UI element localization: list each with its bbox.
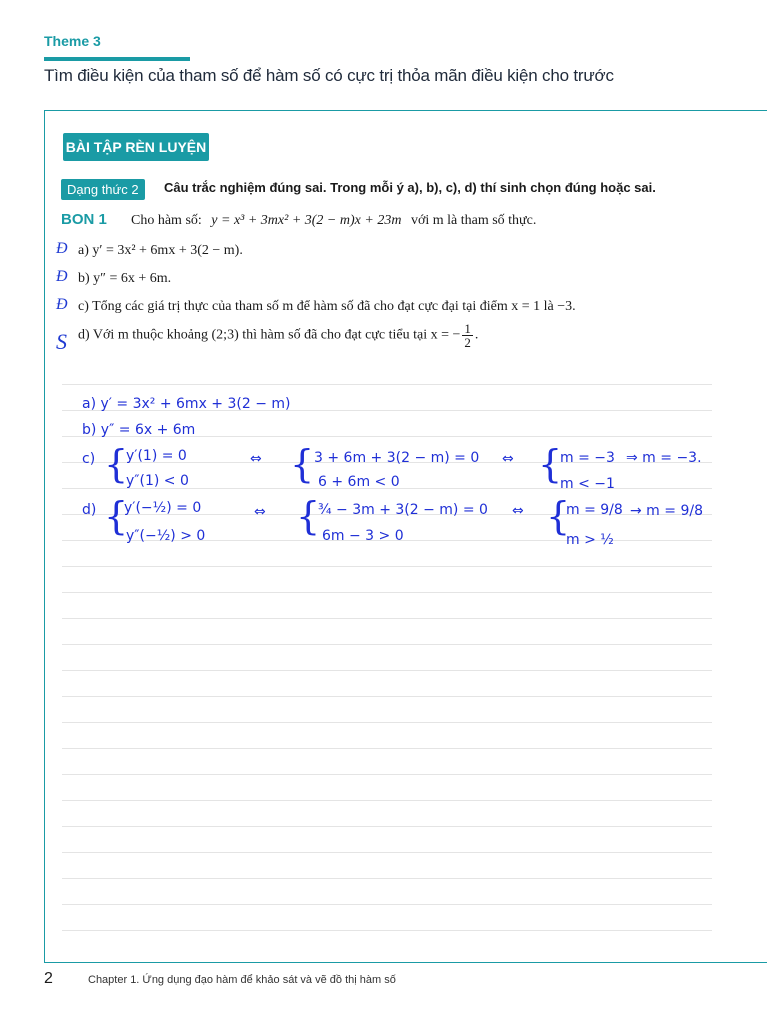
problem-suffix: với m là tham số thực. (410, 213, 537, 228)
chapter-footer: Chapter 1. Ứng dụng đạo hàm để khảo sát và vẽ đồ thị hàm số (88, 974, 396, 986)
handwritten-answer-a: a) y′ = 3x² + 6mx + 3(2 − m) (82, 396, 291, 412)
handwritten-d-sys3-line2: m > ½ (566, 532, 614, 548)
statement-d-fraction (462, 322, 473, 349)
handwritten-c-sys1-line1: y′(1) = 0 (126, 448, 187, 464)
handwritten-c-equivalence-1: ⇔ (250, 451, 262, 467)
handwritten-d-equivalence-2: ⇔ (512, 503, 524, 519)
handwritten-label-d: d) (82, 502, 97, 518)
ruled-line (62, 774, 712, 775)
ruled-line (62, 670, 712, 671)
statement-b: b) y″ = 6x + 6m. (78, 271, 172, 286)
system-brace: { (104, 494, 129, 538)
answer-mark-a: Đ (56, 240, 68, 257)
handwritten-c-equivalence-2: ⇔ (502, 451, 514, 467)
ruled-line (62, 930, 712, 931)
handwritten-c-result: ⇒ m = −3. (626, 450, 702, 466)
system-brace: { (538, 442, 563, 486)
handwritten-d-sys1-line2: y″(−½) > 0 (126, 528, 206, 544)
ruled-line (62, 826, 712, 827)
handwritten-d-sys2-line2: 6m − 3 > 0 (322, 528, 404, 544)
statement-a: a) y′ = 3x² + 6mx + 3(2 − m). (78, 243, 243, 258)
page-number: 2 (44, 970, 53, 987)
problem-statement (131, 213, 536, 229)
page-title: Tìm điều kiện của tham số để hàm số có cực trị thỏa mãn điều kiện cho trước (44, 66, 614, 85)
problem-intro: Cho hàm số: (131, 213, 202, 228)
handwritten-d-equivalence-1: ⇔ (254, 504, 266, 520)
section-badge: BÀI TẬP RÈN LUYỆN (63, 133, 209, 161)
fraction-numerator: 1 (464, 321, 471, 336)
handwritten-d-sys3-line1: m = 9/8 (566, 502, 623, 518)
system-brace: { (104, 442, 129, 486)
handwritten-c-sys3-line1: m = −3 (560, 450, 615, 466)
handwritten-answer-b: b) y″ = 6x + 6m (82, 422, 196, 438)
handwritten-d-sys2-line1: ¾ − 3m + 3(2 − m) = 0 (318, 502, 488, 518)
theme-label: Theme 3 (44, 33, 101, 49)
ruled-line (62, 878, 712, 879)
answer-mark-c: Đ (56, 296, 68, 313)
answer-mark-d: S (56, 329, 67, 354)
question-type-description: Câu trắc nghiệm đúng sai. Trong mỗi ý a), b), c), d) thí sinh chọn đúng hoặc sai. (164, 180, 656, 195)
ruled-line (62, 384, 712, 385)
question-type-tag: Dạng thức 2 (61, 179, 145, 200)
problem-formula: y = x³ + 3mx² + 3(2 − m)x + 23m (211, 213, 402, 228)
statement-c: c) Tổng các giá trị thực của tham số m để hàm số đã cho đạt cực đại tại điểm x = 1 là −3. (78, 299, 576, 314)
ruled-line (62, 618, 712, 619)
ruled-line (62, 644, 712, 645)
ruled-line (62, 748, 712, 749)
handwritten-c-sys3-line2: m < −1 (560, 476, 615, 492)
system-brace: { (290, 442, 315, 486)
handwritten-c-sys1-line2: y″(1) < 0 (126, 473, 189, 489)
statement-d-text: d) Với m thuộc khoảng (2;3) thì hàm số đã cho đạt cực tiểu tại x = − (78, 327, 461, 343)
answer-mark-b: Đ (56, 268, 68, 285)
ruled-line (62, 904, 712, 905)
system-brace: { (546, 494, 571, 538)
ruled-line (62, 696, 712, 697)
handwritten-d-sys1-line1: y′(−½) = 0 (124, 500, 202, 516)
problem-label: BON 1 (61, 211, 107, 228)
statement-d-end: . (474, 327, 479, 343)
ruled-line (62, 852, 712, 853)
statement-d (78, 322, 478, 349)
theme-underline (44, 57, 190, 61)
ruled-line (62, 722, 712, 723)
handwritten-label-c: c) (82, 451, 96, 467)
handwritten-d-result: → m = 9/8 (630, 503, 703, 519)
fraction-denominator: 2 (464, 335, 471, 350)
ruled-line (62, 566, 712, 567)
ruled-line (62, 800, 712, 801)
system-brace: { (296, 494, 321, 538)
handwritten-c-sys2-line1: 3 + 6m + 3(2 − m) = 0 (314, 450, 480, 466)
ruled-line (62, 592, 712, 593)
handwritten-c-sys2-line2: 6 + 6m < 0 (318, 474, 400, 490)
